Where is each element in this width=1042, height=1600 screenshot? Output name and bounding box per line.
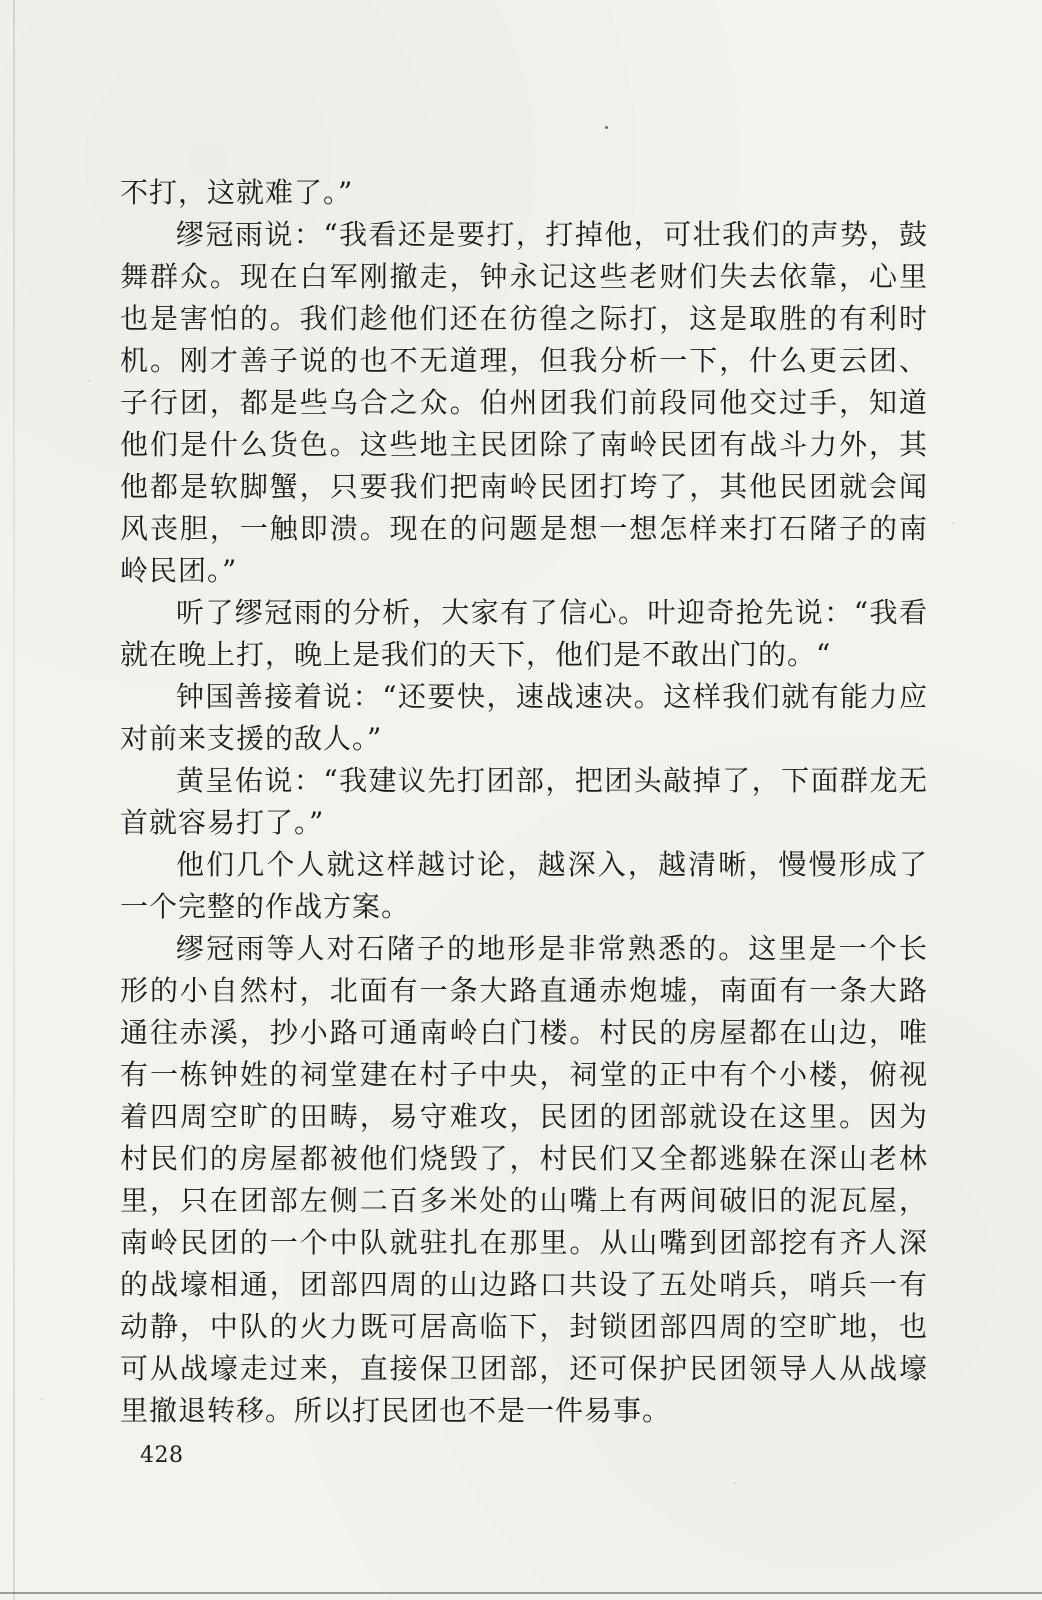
- paragraph-plan-formed: 他们几个人就这样越讨论，越深入，越清晰，慢慢形成了一个完整的作战方案。: [120, 848, 928, 923]
- page-binding-edge: [13, 0, 15, 1600]
- scan-speck: [605, 126, 608, 129]
- paragraph-terrain-description: 缪冠雨等人对石陼子的地形是非常熟悉的。这里是一个长形的小自然村，北面有一条大路直通赤炮墟，南面有一条大路通往赤溪，抄小路可通南岭白门楼。村民的房屋都在山边，唯有一栋钟姓的祠堂建在村子中央，祠堂的正中有个小楼，俯视着四周空旷的田畴，易守难攻，民团的团部就设在这里。因为村民们的房屋都被他们烧毁了，村民们又全都逃躲在深山老林里，只在团部左侧二百多米处的山嘴上有两间破旧的泥瓦屋，南岭民团的一个中队就驻扎在那里。从山嘴到团部挖有齐人深的战壕相通，团部四周的山边路口共设了五处哨兵，哨兵一有动静，中队的火力既可居高临下，封锁团部四周的空旷地，也可从战壕走过来，直接保卫团部，还可保护民团领导人从战壕里撤退转移。所以打民团也不是一件易事。: [120, 932, 928, 1427]
- paragraph-ye-yingqi-reply: 听了缪冠雨的分析，大家有了信心。叶迎奇抢先说：“我看就在晚上打，晚上是我们的天下，他们是不敢出门的。“: [120, 596, 928, 671]
- paragraph-zhong-guoshan-reply: 钟国善接着说：“还要快，速战速决。这样我们就有能力应对前来支援的敌人。”: [120, 680, 928, 755]
- scan-noise-dot: [88, 380, 90, 382]
- body-text: [120, 172, 928, 1432]
- scan-noise-dot: [734, 1482, 736, 1484]
- paragraph-mou-guanyu-analysis: 缪冠雨说：“我看还是要打，打掉他，可壮我们的声势，鼓舞群众。现在白军刚撤走，钟永记这些老财们失去依靠，心里也是害怕的。我们趁他们还在彷徨之际打，这是取胜的有利时机。刚才善子说的也不无道理，但我分析一下，什么更云团、子行团，都是些乌合之众。伯州团我们前段同他交过手，知道他们是什么货色。这些地主民团除了南岭民团有战斗力外，其他都是软脚蟹，只要我们把南岭民团打垮了，其他民团就会闻风丧胆，一触即溃。现在的问题是想一想怎样来打石陼子的南岭民团。”: [120, 218, 928, 587]
- scan-noise-dot: [952, 522, 954, 524]
- paragraph-continuation: 不打，这就难了。”: [120, 176, 354, 209]
- paragraph-huang-chengyou-reply: 黄呈佑说：“我建议先打团部，把团头敲掉了，下面群龙无首就容易打了。”: [120, 764, 928, 839]
- page-bottom-edge: [0, 1592, 1042, 1594]
- page-number: 428: [140, 1443, 184, 1468]
- scan-noise-dot: [41, 1398, 43, 1400]
